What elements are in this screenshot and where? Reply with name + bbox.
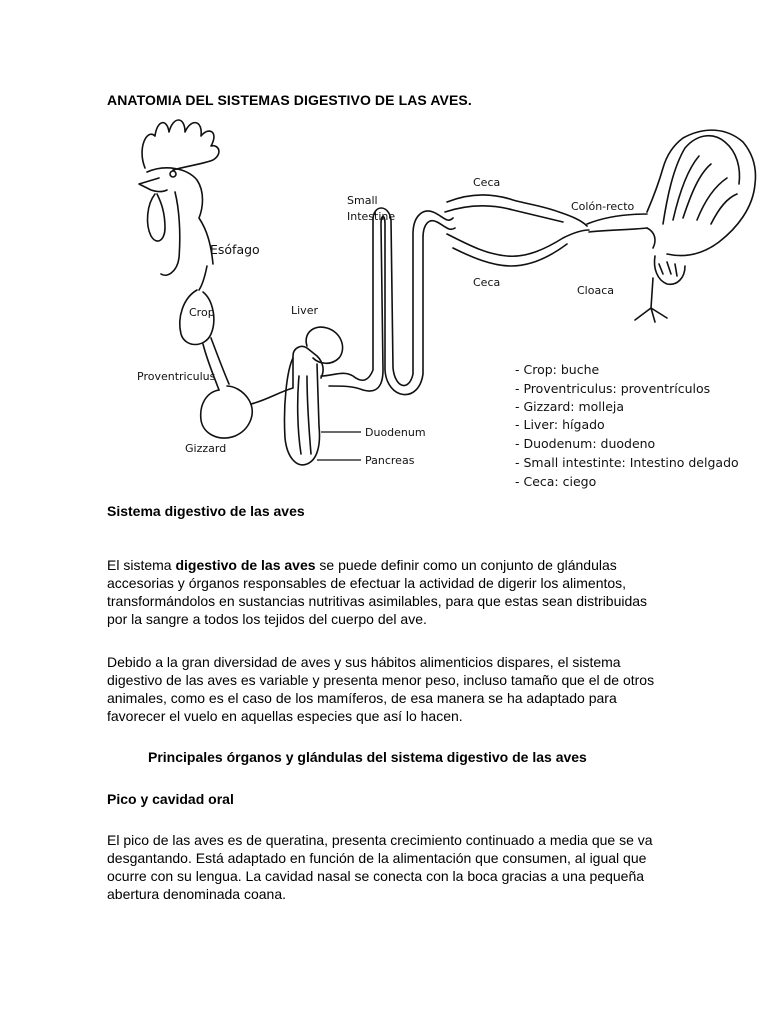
label-gizzard: Gizzard	[185, 442, 227, 455]
ceca-lower	[447, 230, 589, 256]
label-pancreas: Pancreas	[365, 454, 415, 467]
diagram-legend	[515, 362, 739, 489]
duodenum-loop	[251, 346, 323, 404]
label-small: Small	[347, 194, 378, 207]
legend-item: - Gizzard: molleja	[515, 399, 625, 414]
legend-item: - Crop: buche	[515, 362, 600, 377]
rooster-wattle	[148, 194, 165, 241]
diagram-svg	[107, 108, 767, 500]
organs-subheading: Principales órganos y glándulas del sistema digestivo de las aves	[148, 749, 587, 765]
pico-heading: Pico y cavidad oral	[107, 791, 234, 807]
paragraph-pico: El pico de las aves es de queratina, presenta crecimiento continuado a media que se va desgantando. Está adaptado en función de la alimentación que consumen, al igual que ocurre con su lengua. La cavidad nasal se conecta con la boca gracias a una pequeña abertura denominada coana.	[107, 832, 653, 902]
label-duodenum: Duodenum	[365, 426, 426, 439]
legend-item: - Small intestinte: Intestino delgado	[515, 455, 739, 470]
label-intestine: Intestine	[347, 210, 396, 223]
paragraph-intro-post: se puede definir como un conjunto de glándulas accesorias y órganos responsables de efectuar la actividad de digerir los alimentos, transformándolos en sustancias nutritivas asimilables, para que estas sean distribuidas por la sangre a todos los tejidos del cuerpo del ave.	[107, 557, 648, 627]
rooster-leg	[635, 278, 667, 322]
legend-item: - Duodenum: duodeno	[515, 436, 656, 451]
colon	[587, 214, 647, 232]
rooster-beak	[139, 178, 167, 192]
paragraph-intro	[107, 556, 667, 628]
duodenum	[284, 358, 319, 465]
rooster-tail	[663, 136, 739, 224]
rooster-comb	[142, 120, 219, 170]
label-esofago: Esófago	[210, 242, 260, 257]
section-heading: Sistema digestivo de las aves	[107, 503, 305, 519]
label-proventriculus: Proventriculus	[137, 370, 216, 383]
esophagus	[199, 266, 207, 290]
small-intestine	[321, 208, 453, 385]
label-colon: Colón-recto	[571, 200, 635, 213]
rooster-body	[647, 130, 756, 255]
paragraph-intro-bold: digestivo de las aves	[175, 557, 316, 573]
paragraph-diversity: Debido a la gran diversidad de aves y sus hábitos alimenticios dispares, el sistema digestivo de las aves es variable y presenta menor peso, incluso tamaño que el de otros animales, como es el caso de los mamíferos, de esa manera se ha adaptado para favorecer el vuelo en aquellas especies que así lo hacen.	[107, 654, 655, 724]
digestive-system-diagram	[107, 108, 767, 500]
ceca-lower-inner	[453, 244, 567, 266]
label-ceca-bottom: Ceca	[473, 276, 501, 289]
gizzard	[201, 386, 252, 438]
label-liver: Liver	[291, 304, 318, 317]
pancreas	[298, 376, 311, 454]
rooster-eye	[170, 171, 176, 177]
paragraph-intro-pre: El sistema	[107, 557, 176, 573]
legend-item: - Proventriculus: proventrículos	[515, 381, 711, 396]
document-title: ANATOMIA DEL SISTEMAS DIGESTIVO DE LAS AVES.	[107, 92, 472, 108]
cloaca	[647, 228, 655, 248]
label-cloaca: Cloaca	[577, 284, 614, 297]
legend-item: - Liver: hígado	[515, 417, 605, 432]
legend-item: - Ceca: ciego	[515, 474, 597, 489]
label-crop: Crop	[189, 306, 215, 319]
label-ceca-top: Ceca	[473, 176, 501, 189]
liver	[306, 327, 342, 363]
